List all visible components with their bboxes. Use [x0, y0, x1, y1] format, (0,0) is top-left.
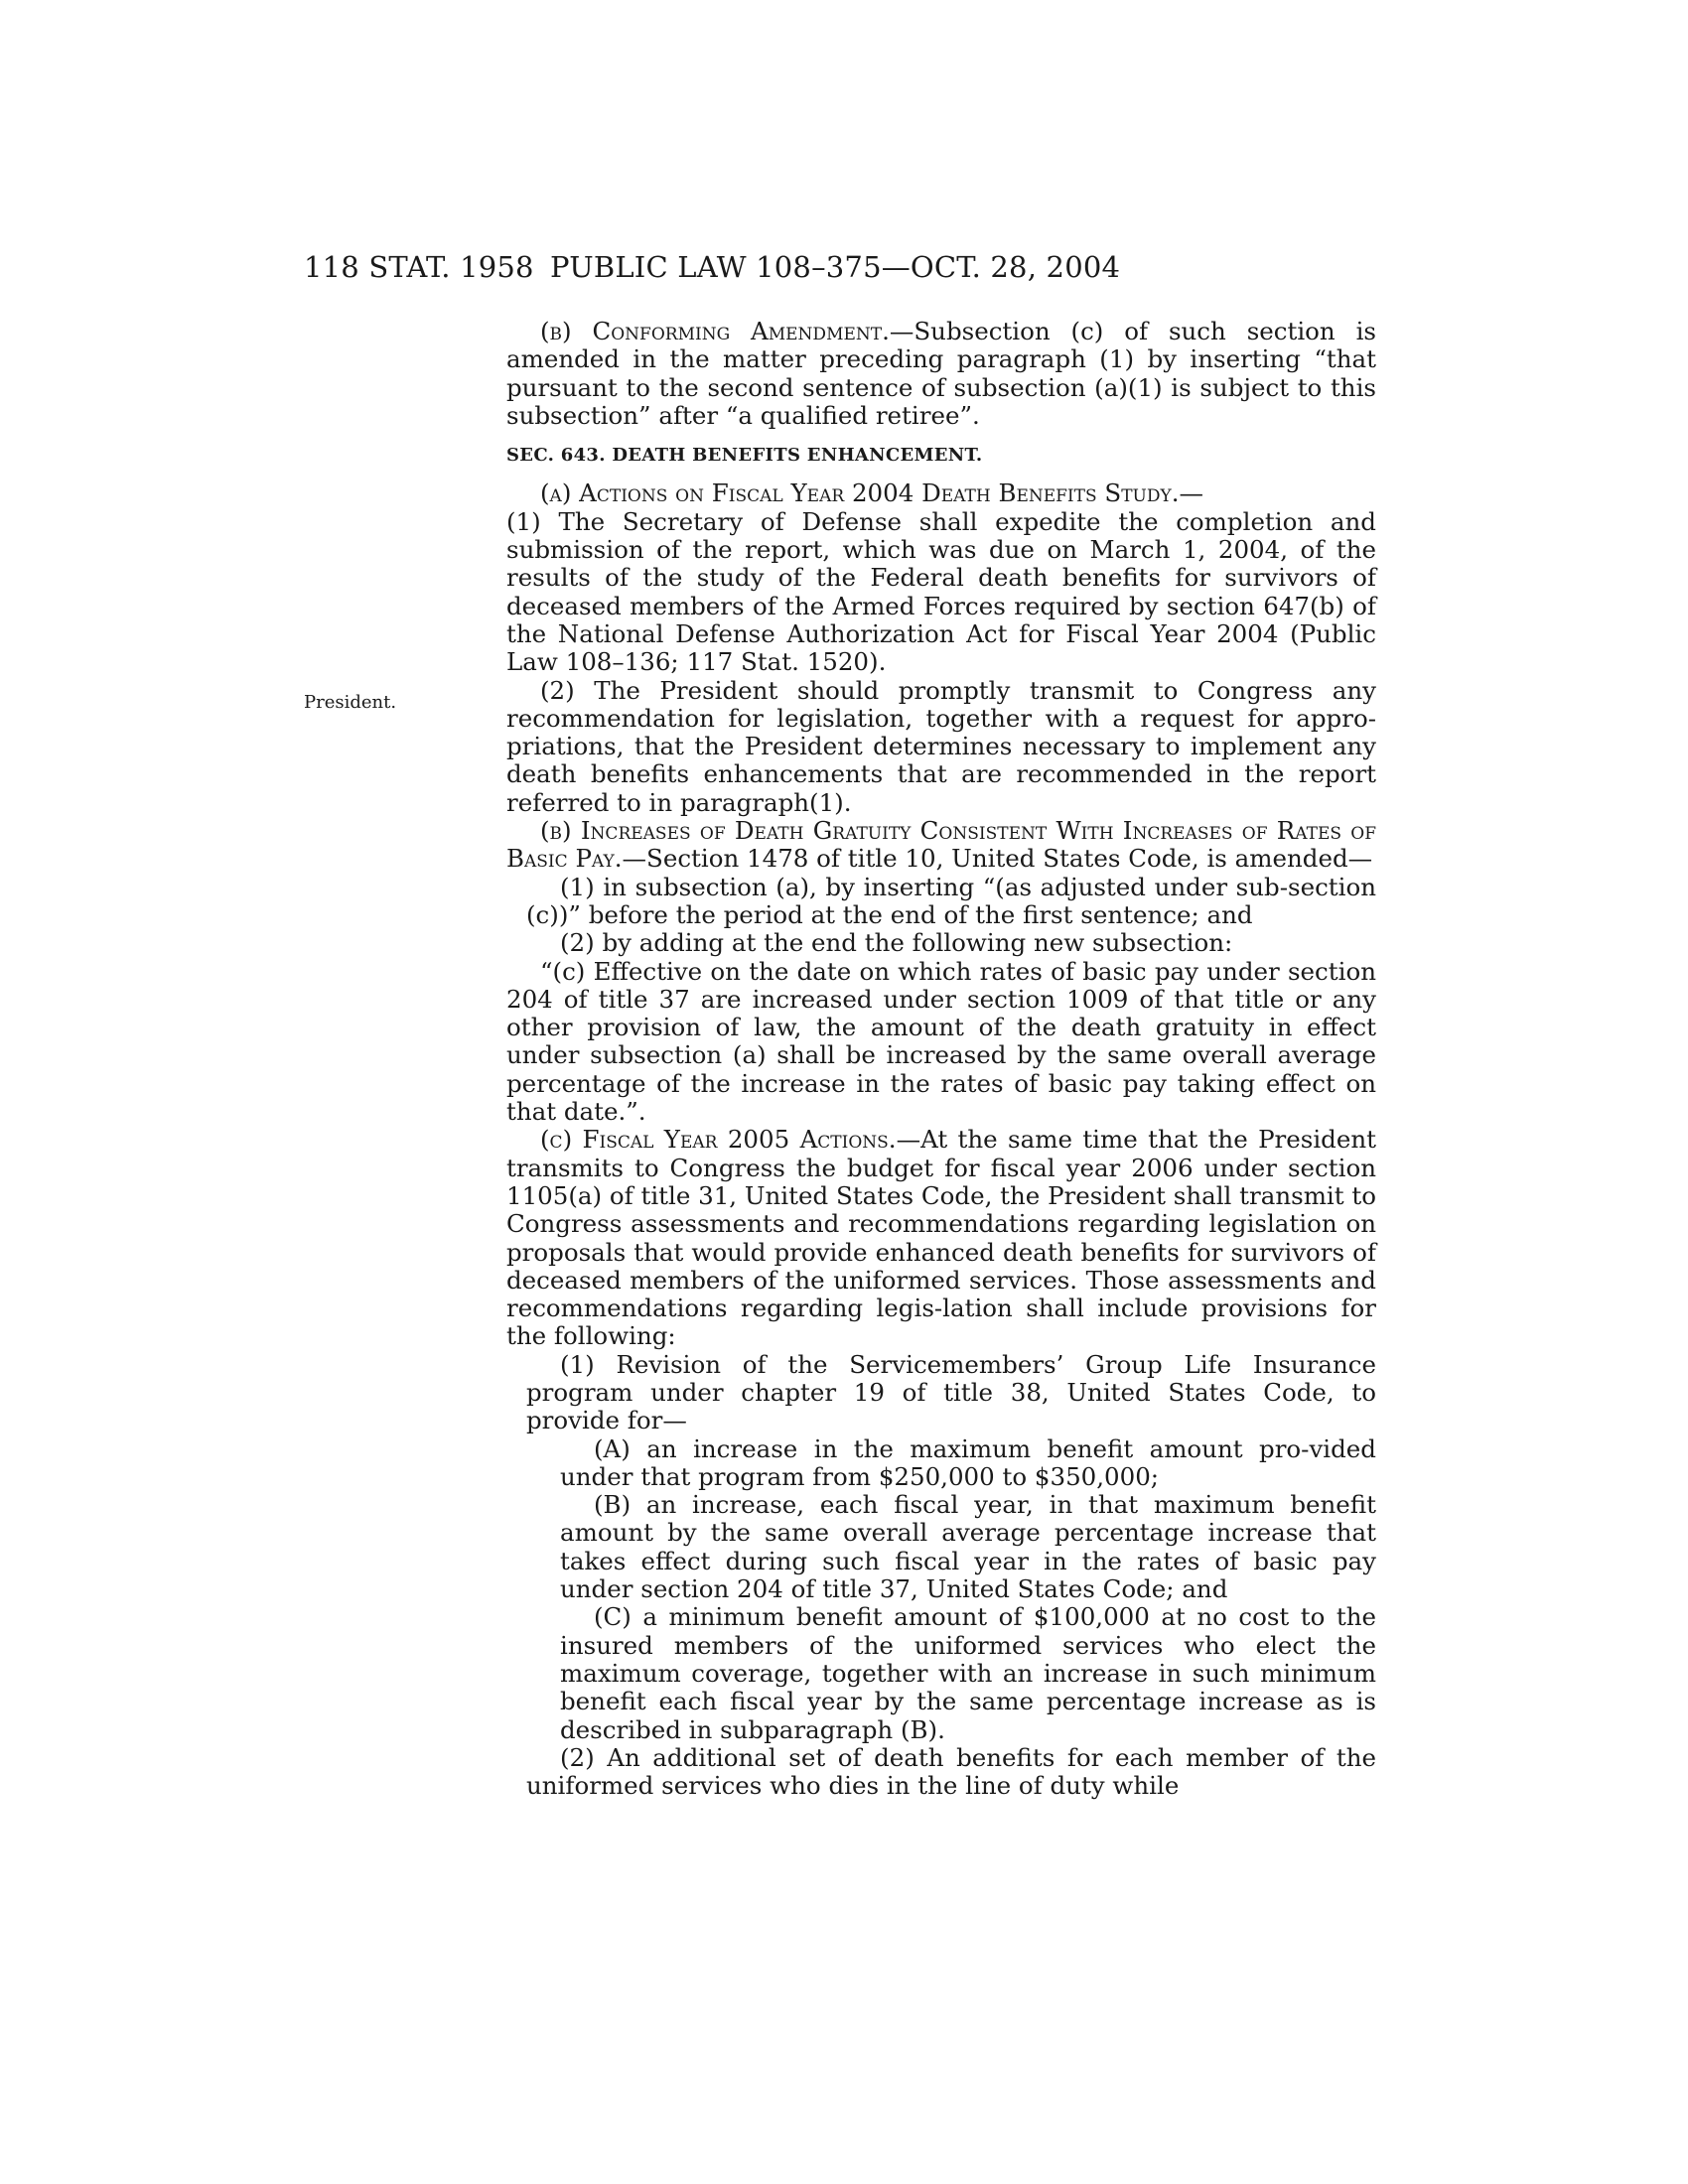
paragraph-a1: (1) The Secretary of Defense shall expedite the completion and submission of the report, which was due on March 1, 2004, of the results of the study of the Federal death benefits for survivors of deceased members of the Armed Forces required by section 647(b) of the National Defense Authorization Act for Fiscal Year 2004 (Public Law 108–136; 117 Stat. 1520).	[506, 506, 1376, 677]
margin-note: President.	[304, 692, 397, 713]
public-law-title: PUBLIC LAW 108–375—OCT. 28, 2004	[550, 250, 1121, 284]
paragraph-a2: (2) The President should promptly transmit to Congress any recommendation for legislation, together with a request for appro-priations, that the President determines necessary to implement any death benefits enhancements that are recommended in the report referred to in paragraph(1).	[506, 675, 1376, 817]
conforming-amendment-paragraph	[506, 318, 1376, 430]
subsection-b-text: —Section 1478 of title 10, United States Code, is amended—	[622, 844, 1373, 874]
subsection-c-heading: (c) Fiscal Year 2005 Actions.	[540, 1125, 897, 1155]
paragraph-b1: (1) in subsection (a), by inserting “(as adjusted under sub-section (c))” before the period at the end of the first sentence; and	[526, 872, 1376, 929]
paragraph-c1: (1) Revision of the Servicemembers’ Group Life Insurance program under chapter 19 of title 38, United States Code, to provide for—	[526, 1349, 1376, 1435]
subsection-c-text: —At the same time that the President transmits to Congress the budget for fiscal year 2006 under section 1105(a) of title 31, United States Code, the President shall transmit to Congress assessments and recommendations regarding legislation on proposals that would provide enhanced death benefits for survivors of deceased members of the uniformed services. Those assessments and recommendations regarding legis-lation shall include provisions for the following:	[506, 1125, 1376, 1351]
subsection-c-paragraph	[506, 1126, 1376, 1350]
subsection-a-dash: —	[1179, 478, 1204, 508]
page-body	[506, 318, 1376, 1800]
conforming-amendment-heading: (b) Conforming Amendment.	[540, 317, 890, 345]
subsection-a-heading-paragraph	[506, 479, 1376, 507]
paragraph-b2: (2) by adding at the end the following new subsection:	[560, 928, 1233, 958]
subsection-a-heading: (a) Actions on Fiscal Year 2004 Death Benefits Study.	[540, 478, 1180, 508]
subparagraph-c1C: (C) a minimum benefit amount of $100,000 at no cost to the insured members of the uniformed services who elect the maximum coverage, together with an increase in such minimum benefit each fiscal year by the same percentage increase as is described in subparagraph (B).	[560, 1602, 1376, 1744]
paragraph-c2: (2) An additional set of death benefits for each member of the uniformed services who dies in the line of duty while	[526, 1742, 1376, 1801]
subsection-b-heading: (b) Increases of Death Gratuity Consistent With Increases of Rates of Basic Pay.	[506, 816, 1376, 874]
stat-page-number: 118 STAT. 1958	[304, 250, 534, 284]
subparagraph-c1A: (A) an increase in the maximum benefit amount pro-vided under that program from $250,000 to $350,000;	[560, 1433, 1376, 1491]
subparagraph-c1B: (B) an increase, each fiscal year, in that maximum benefit amount by the same overall average percentage increase that takes effect during such fiscal year in the rates of basic pay under section 204 of title 37, United States Code; and	[560, 1490, 1376, 1604]
subsection-b-paragraph	[506, 817, 1376, 874]
conforming-amendment-text: —Subsection (c) of such section is amended in the matter preceding paragraph (1) by inserting “that pursuant to the second sentence of subsection (a)(1) is subject to this subsection” after “a qualified retiree”.	[506, 317, 1376, 430]
section-heading: SEC. 643. DEATH BENEFITS ENHANCEMENT.	[506, 445, 983, 467]
paragraph-b2-quoted-subsection: “(c) Effective on the date on which rates of basic pay under section 204 of title 37 are increased under section 1009 of that title or any other provision of law, the amount of the death gratuity in effect under subsection (a) shall be increased by the same overall average percentage of the increase in the rates of basic pay taking effect on that date.”.	[506, 956, 1376, 1127]
